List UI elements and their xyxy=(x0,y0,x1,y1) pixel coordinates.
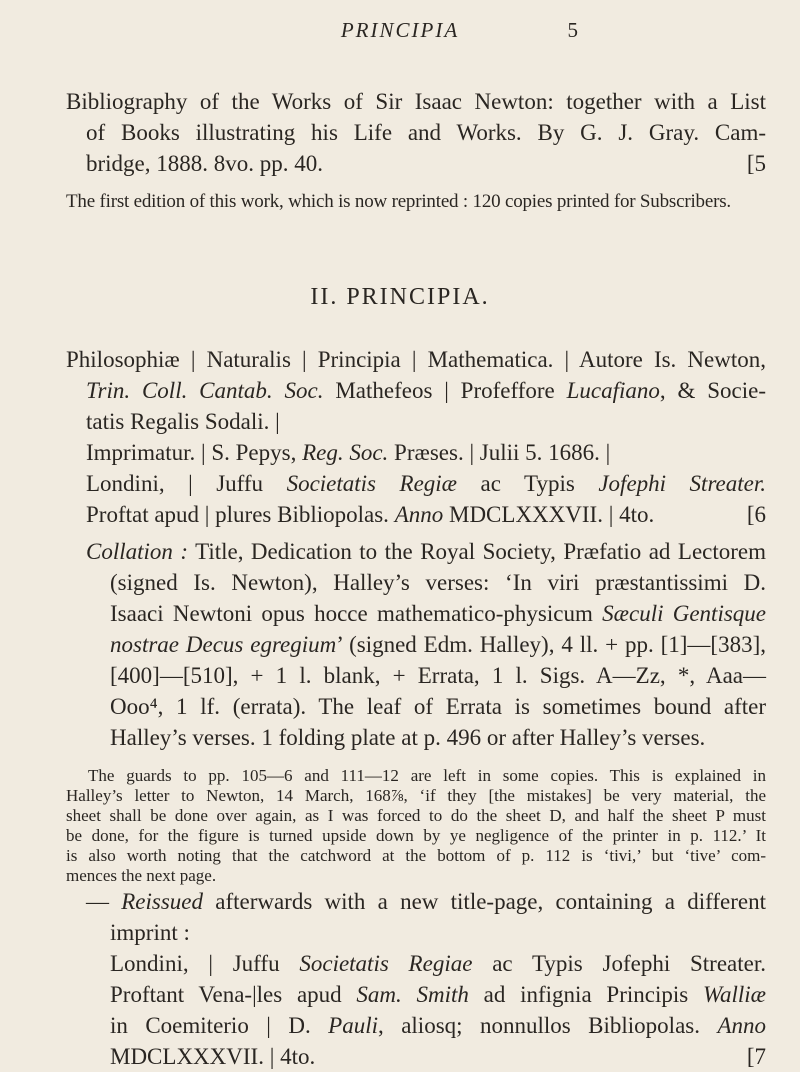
reissue-line: Proftant Vena-|les apud Sam. Smith ad infignia Principis Walliæ xyxy=(110,982,766,1007)
running-title: PRINCIPIA xyxy=(340,18,460,42)
guards-note xyxy=(66,766,766,886)
collation-label: Collation : xyxy=(86,539,189,564)
entry-line: Londini, | Juffu Societatis Regiæ ac Typis Jofephi Streater. xyxy=(86,471,766,496)
reissue-line-with-ref: MDCLXXXVII. | 4to. [7 xyxy=(66,1041,766,1072)
note-line: mences the next page. xyxy=(66,866,217,885)
item-ref: [6 xyxy=(746,502,766,527)
page-number: 5 xyxy=(567,18,578,42)
note-line: be done, for the figure is turned upside down by ye negligence of the printer in p. 112.’ It xyxy=(66,826,766,845)
entry-line: Bibliography of the Works of Sir Isaac Newton: together with a List xyxy=(66,89,766,114)
item-ref: [7 xyxy=(746,1044,766,1069)
entry-line: Philosophiæ | Naturalis | Principia | Mathematica. | Autore Is. Newton, xyxy=(66,347,766,372)
entry-note xyxy=(66,190,766,214)
collation-line: Isaaci Newtoni opus hocce mathematico-physicum Sæculi Gentisque xyxy=(110,601,766,626)
entry-line: Trin. Coll. Cantab. Soc. Mathefeos | Profeffore Lucafiano, & Socie- xyxy=(86,378,766,403)
collation-line: [400]—[510], + 1 l. blank, + Errata, 1 l. Sigs. A—Zz, *, Aaa— xyxy=(110,663,766,688)
collation-line: Halley’s verses. 1 folding plate at p. 496 or after Halley’s verses. xyxy=(110,725,706,750)
collation-line: Ooo⁴, 1 lf. (errata). The leaf of Errata is sometimes bound after xyxy=(110,694,766,719)
entry-line: tatis Regalis Sodali. | xyxy=(86,409,280,434)
entry-line-with-ref: Proftat apud | plures Bibliopolas. Anno MDCLXXXVII. | 4to. [6 xyxy=(66,499,766,530)
entry-principia-title xyxy=(66,344,766,530)
reissue-line: in Coemiterio | D. Pauli, aliosq; nonnullos Bibliopolas. Anno xyxy=(110,1013,766,1038)
note-line: The first edition of this work, which is now reprinted : 120 copies printed for Subscribers. xyxy=(66,191,731,212)
entry-line: of Books illustrating his Life and Works. By G. J. Gray. Cam- xyxy=(86,120,766,145)
entry-bibliography xyxy=(66,86,766,179)
item-ref: [5 xyxy=(746,151,766,176)
section-heading: II. PRINCIPIA. xyxy=(310,284,490,310)
collation-line: Collation : Title, Dedication to the Royal Society, Præfatio ad Lectorem xyxy=(86,539,767,564)
reissue-line: Londini, | Juffu Societatis Regiae ac Typis Jofephi Streater. xyxy=(110,951,766,976)
collation-line: (signed Is. Newton), Halley’s verses: ‘In viri præstantissimi D. xyxy=(110,570,766,595)
collation-line: nostrae Decus egregium’ (signed Edm. Halley), 4 ll. + pp. [1]—[383], xyxy=(110,632,766,657)
reissue-line: — Reissued afterwards with a new title-page, containing a different xyxy=(86,889,766,914)
running-head xyxy=(0,18,800,48)
entry-line-with-ref xyxy=(66,148,766,179)
collation xyxy=(66,536,766,753)
reissue-line: imprint : xyxy=(110,920,190,945)
note-line: sheet shall be done over again, as I was forced to do the sheet D, and half the sheet P must xyxy=(66,806,766,825)
reissue-entry xyxy=(66,886,766,1072)
entry-line: Imprimatur. | S. Pepys, Reg. Soc. Præses. | Julii 5. 1686. | xyxy=(86,440,611,465)
note-line: is also worth noting that the catchword at the bottom of p. 112 is ‘tivi,’ but ‘tive’ com- xyxy=(66,846,766,865)
note-line: Halley’s letter to Newton, 14 March, 168⅞, ‘if they [the mistakes] be very material, the xyxy=(66,786,766,805)
entry-line: bridge, 1888. 8vo. pp. 40. xyxy=(86,151,324,176)
note-line: The guards to pp. 105—6 and 111—12 are left in some copies. This is explained in xyxy=(88,766,766,785)
